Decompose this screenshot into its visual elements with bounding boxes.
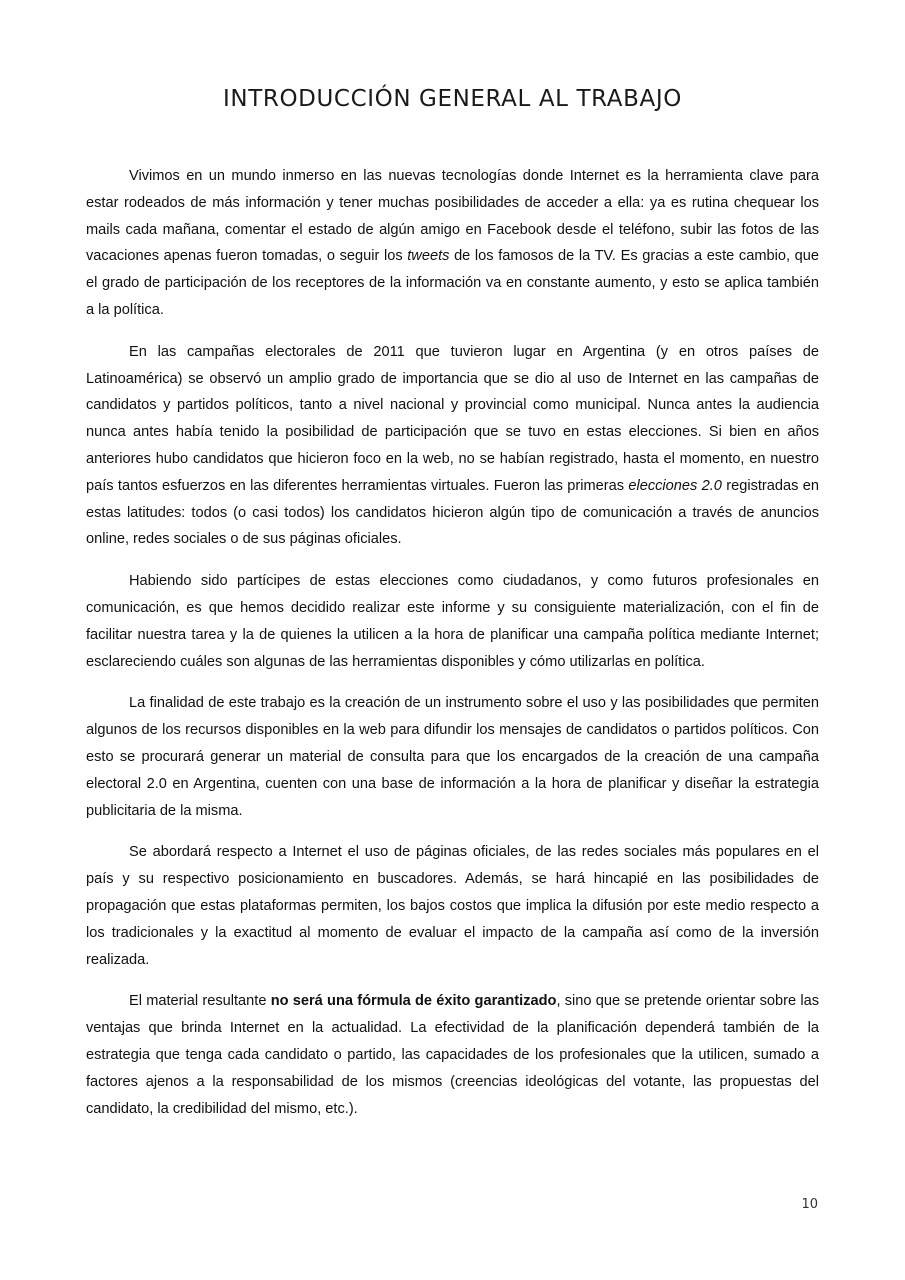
paragraph-1-part-a: Vivimos en un mundo inmerso en las nuevas tecnologías donde Internet es la herramienta clave para estar rodeados de más información y tener muchas posibilidades de acceder a ella: ya es rutina chequear los mails cada mañana, comentar el estado de algún amigo en Facebook desde el teléfono, subir las fotos de las vacaciones apenas fueron tomadas, o seguir los (86, 168, 819, 265)
page-title: INTRODUCCIÓN GENERAL AL TRABAJO (223, 86, 682, 112)
paragraph-1 (86, 163, 819, 324)
paragraph-2-part-b: registradas en estas latitudes: todos (o casi todos) los candidatos hicieron algún tipo de comunicación a través de anuncios online, redes sociales o de sus páginas oficiales. (86, 477, 819, 548)
paragraph-4: La finalidad de este trabajo es la creación de un instrumento sobre el uso y las posibilidades que permiten algunos de los recursos disponibles en la web para difundir los mensajes de candidatos o partidos políticos. Con esto se procurará generar un material de consulta para que los encargados de la creación de una campaña electoral 2.0 en Argentina, cuenten con una base de información a la hora de planificar y diseñar la estrategia publicitaria de la misma. (86, 695, 819, 819)
paragraph-1-part-b: de los famosos de la TV. Es gracias a este cambio, que el grado de participación de los receptores de la información va en constante aumento, y esto se aplica también a la política. (86, 248, 819, 318)
page-number: 10 (801, 1197, 818, 1212)
paragraph-2-emphasis: elecciones 2.0 (628, 477, 722, 494)
paragraph-1-emphasis: tweets (407, 248, 450, 265)
paragraph-2-part-a: En las campañas electorales de 2011 que tuvieron lugar en Argentina (y en otros países de Latinoamérica) se observó un amplio grado de importancia que se dio al uso de Internet en las campañas de candidatos y partidos políticos, tanto a nivel nacional y provincial como municipal. Nunca antes la audiencia nunca antes había tenido la posibilidad de participación que se tuvo en estas elecciones. Si bien en años anteriores hubo candidatos que hicieron foco en la web, no se habían registrado, hasta el momento, en nuestro país tantos esfuerzos en las diferentes herramientas virtuales. Fueron las primeras (86, 343, 819, 494)
paragraph-6 (86, 988, 819, 1122)
paragraph-5: Se abordará respecto a Internet el uso de páginas oficiales, de las redes sociales más populares en el país y su respectivo posicionamiento en buscadores. Además, se hará hincapié en las posibilidades de propagación que estas plataformas permiten, los bajos costos que implica la difusión por este medio respecto a los tradicionales y la exactitud al momento de evaluar el impacto de la campaña así como de la inversión realizada. (86, 844, 819, 968)
body-text (86, 163, 819, 1137)
paragraph-6-part-a: El material resultante (129, 993, 271, 1010)
paragraph-6-part-b: , sino que se pretende orientar sobre las ventajas que brinda Internet en la actualidad. La efectividad de la planificación dependerá también de la estrategia que tenga cada candidato o partido, las capacidades de los profesionales que la utilicen, sumado a factores ajenos a la responsabilidad de los mismos (creencias ideológicas del votante, las propuestas del candidato, la credibilidad del mismo, etc.). (86, 993, 820, 1117)
paragraph-6-bold: no será una fórmula de éxito garantizado (270, 993, 557, 1010)
paragraph-2 (86, 339, 819, 553)
paragraph-3: Habiendo sido partícipes de estas elecciones como ciudadanos, y como futuros profesionales en comunicación, es que hemos decidido realizar este informe y su consiguiente materialización, con el fin de facilitar nuestra tarea y la de quienes la utilicen a la hora de planificar una campaña política mediante Internet; esclareciendo cuáles son algunas de las herramientas disponibles y cómo utilizarlas en política. (86, 573, 819, 670)
